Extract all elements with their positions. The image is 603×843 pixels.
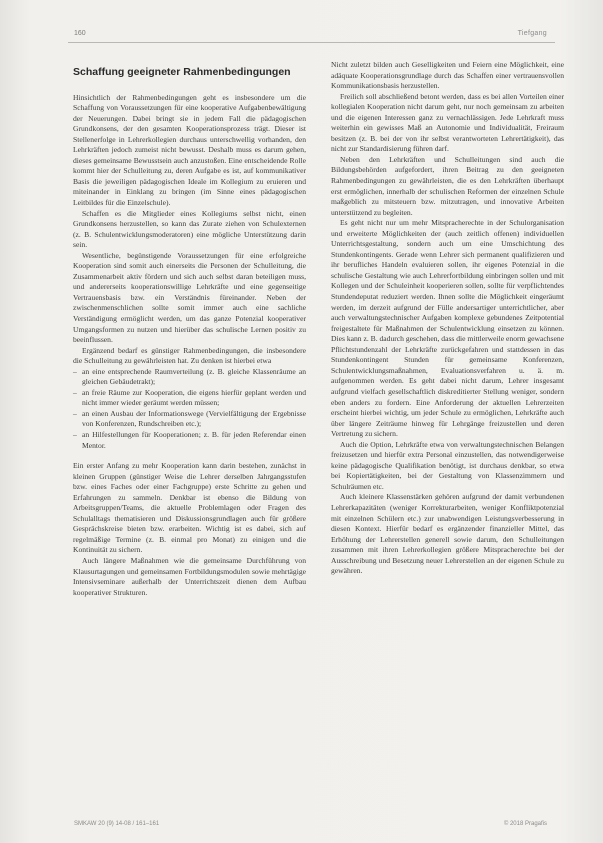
footer-citation: SMKAW 20 (9) 14-08 / 161–161 bbox=[74, 821, 160, 827]
running-header: Tiefgang bbox=[517, 30, 547, 37]
bullet-item: – an freie Räume zur Kooperation, die eigens hierfür geplant werden und nicht immer wieder geräumt werden müssen; bbox=[73, 388, 306, 409]
paragraph: Wesentliche, begünstigende Voraussetzungen für eine erfolgreiche Kooperation sind somit auch einerseits die Personen der Schulleitung, die Zusammenarbeit aktiv fördern und sich auch selbst daran beteiligen muss, und andererseits kooperationswillige Lehrkräfte und eine gegenseitige Vertrauensbasis bzw. ein Verständnis füreinander. Neben der zwischenmenschlichen sollte somit immer auch eine sachliche Verständigung ermöglicht werden, um das ganze Potenzial kooperativer Umgangsformen zu nutzen und hierüber das schulische Lernen positiv zu beeinflussen. bbox=[73, 250, 306, 345]
left-column bbox=[73, 60, 306, 598]
header-rule bbox=[68, 42, 555, 43]
paragraph: Neben den Lehrkräften und Schulleitungen sind auch die Bildungsbehörden aufgefordert, ihren Beitrag zu den geeigneten Rahmenbedingungen zu gewährleisten, die es den Lehrkräften überhaupt erst ermöglichen, innerhalb der schulischen Reformen der einzelnen Schule maßgeblich zu mitsteuern bzw. mitzutragen, und innovative Arbeiten unterstützend zu begleiten. bbox=[331, 154, 564, 217]
bullet-list bbox=[73, 367, 306, 451]
paragraph: Schaffen es die Mitglieder eines Kollegiums selbst nicht, einen Grundkonsens herzustellen, so kann das Zurate ziehen von Schulexternen (z. B. Schulentwicklungsmoderatoren) eine mögliche Unterstützung darin sein. bbox=[73, 208, 306, 250]
paragraph: Ein erster Anfang zu mehr Kooperation kann darin bestehen, zunächst in kleinen Gruppen (günstiger Weise die Lehrer derselben Jahrgangsstufen bzw. eines Faches oder einer Fachgruppe) erste Schritte zu gehen und Erfahrungen zu sammeln. Denkbar ist ebenso die Bildung von Arbeitsgruppen/Teams, die aktuelle Problemlagen oder Fragen des Schulalltags thematisieren und Diskussionsgrundlagen auch für größere Gesprächskreise bieten bzw. erarbeiten. Wichtig ist es dabei, sich auf regelmäßige Termine (z. B. einmal pro Monat) zu einigen und die Kontinuität zu sichern. bbox=[73, 461, 306, 555]
page-number: 160 bbox=[74, 30, 86, 37]
paragraph: Es geht nicht nur um mehr Mitspracherechte in der Schulorganisation und erweiterte Möglichkeiten der (auch zeitlich offenen) individuellen Unterrichtsgestaltung, sondern auch um eine Umschichtung des Stundenkontingents. Gerade wenn Lehrer sich permanent qualifizieren und ihr berufliches Handeln evaluieren sollen, ihr eigenes Potenzial in die schulische Gestaltung wie auch Lehrerfortbildung einbringen sollen und mit Kollegen und der Schuleinheit kooperieren sollen, sollte für verpflichtendes Stundendeputat reduziert werden. Ihnen sollte die Möglichkeit eingeräumt werden, im derzeit aufgrund der Fülle andersartiger unterrichtlicher, aber auch verwaltungstechnischer Aufgaben komplexe gebundenes Zeitpotential freigestaltete für Maßnahmen der Schulentwicklung einsetzen zu können. Dies kann z. B. dadurch geschehen, dass die mittlerweile enorm gewachsene Pflichtstundenzahl der Lehrkräfte zurückgefahren und stattdessen in das Stundenkontingent Stunden für gemeinsame Konferenzen, Schulentwicklungsmaßnahmen, Evaluationsverfahren u. ä. m. aufgenommen werden. Es geht dabei nicht darum, Lehrer insgesamt aufgrund vielfach gesellschaftlich diskreditierter Stellung weniger, sondern eben anders zu fordern. Eine Anforderung der aktuellen Lehrerzeiten erscheint hierbei wichtig, um jeder Schule zu ermöglichen, Lehrkräfte auch über längere Zeiträume hinweg für Lehrgänge freizustellen und deren Vertretung zu sichern. bbox=[331, 218, 565, 439]
bullet-item: – an eine entsprechende Raumverteilung (z. B. gleiche Klassenräume an gleichen Gebäudetrakt); bbox=[73, 367, 306, 388]
paragraph: Hinsichtlich der Rahmenbedingungen geht es insbesondere um die Schaffung von Voraussetzungen für eine kooperative Aufgabenbewältigung der Neuerungen. Dabei bringt sie in jedem Fall die pädagogischen Grundkonsens, der den gesamten Kooperationsprozess trägt. Dieser ist Stellenerfolge in Lehrerkollegien durchaus unterschwellig vorhanden, den Lehrkräften jedoch zumeist nicht bewusst. Deshalb muss es darum gehen, dieses gemeinsame Bewusstsein auch anzustoßen. Eine entscheidende Rolle kommt hier der Schulleitung zu, deren Aufgabe es ist, auf kommunikativer Basis die jeweiligen pädagogischen Ideale im Kollegium zu eruieren und miteinander in Einklang zu bringen (im Sinne eines pädagogischen Leitbildes für die Einzelschule). bbox=[73, 92, 306, 207]
paragraph: Auch die Option, Lehrkräfte etwa von verwaltungstechnischen Belangen freizusetzen und hierfür extra Personal einzustellen, das notwendigerweise keine pädagogische Qualifikation benötigt, ist durchaus denkbar, so etwa bei Kopiertätigkeiten, bei der Gestaltung von Klassenzimmern und Schulräumen etc. bbox=[331, 439, 564, 491]
article-title: Schaffung geeigneter Rahmenbedingungen bbox=[73, 66, 291, 78]
paragraph: Nicht zuletzt bilden auch Geselligkeiten und Feiern eine Möglichkeit, eine adäquate Kooperationsgrundlage durch das Schaffen einer vertrauensvollen Kommunikationsbasis herzustellen. bbox=[331, 60, 564, 91]
bullet-item: – an Hilfestellungen für Kooperationen; z. B. für jeden Referendar einen Mentor. bbox=[73, 430, 306, 451]
paragraph: Auch kleinere Klassenstärken gehören aufgrund der damit verbundenen Lehrerkapazitäten (weniger Korrekturarbeiten, weniger Konfliktpotenzial mit einzelnen Schülern etc.) zur unabwendigen Leistungsverbesserung in diesen Kontext. Hierfür bedarf es ergänzender finanzieller Mittel, das Erhöhung der Lehrerstellen generell sowie darum, den Schulleitungen zusammen mit ihren Lehrerkollegien größere Mitspracherechte bei der Ausschreibung und Besetzung neuer Lehrerstellen an der eigenen Schule zu gewähren. bbox=[331, 492, 564, 576]
paragraph: Ergänzend bedarf es günstiger Rahmenbedingungen, die insbesondere die Schulleitung zu gewährleisten hat. Zu denken ist hierbei etwa bbox=[73, 345, 306, 366]
paragraph: Auch längere Maßnahmen wie die gemeinsame Durchführung von Klausurtagungen und gemeinsamen Fortbildungsmodulen sowie mehrtägige Intensivseminare außerhalb der Unterrichtszeit dienen dem Aufbau kooperativer Strukturen. bbox=[73, 556, 306, 597]
bullet-item: – an einen Ausbau der Informationswege (Vervielfältigung der Ergebnisse von Konferenzen, Rundschreiben etc.); bbox=[73, 409, 306, 430]
paragraph: Freilich soll abschließend betont werden, dass es bei allen Vorteilen einer kollegialen Kooperation nicht darum geht, nur noch gemeinsam zu arbeiten und die eigenen Interessen ganz zu vernachlässigen. Jede Lehrkraft muss weiterhin ein gewisses Maß an Autonomie und Individualität, Freiraum besitzen (z. B. bei der von ihr selbst verantworteten Lehrertätigkeit), das nicht zur Standardisierung führen darf. bbox=[331, 91, 564, 154]
footer-copyright: © 2018 Pragafis bbox=[503, 821, 547, 827]
right-column bbox=[331, 60, 564, 577]
